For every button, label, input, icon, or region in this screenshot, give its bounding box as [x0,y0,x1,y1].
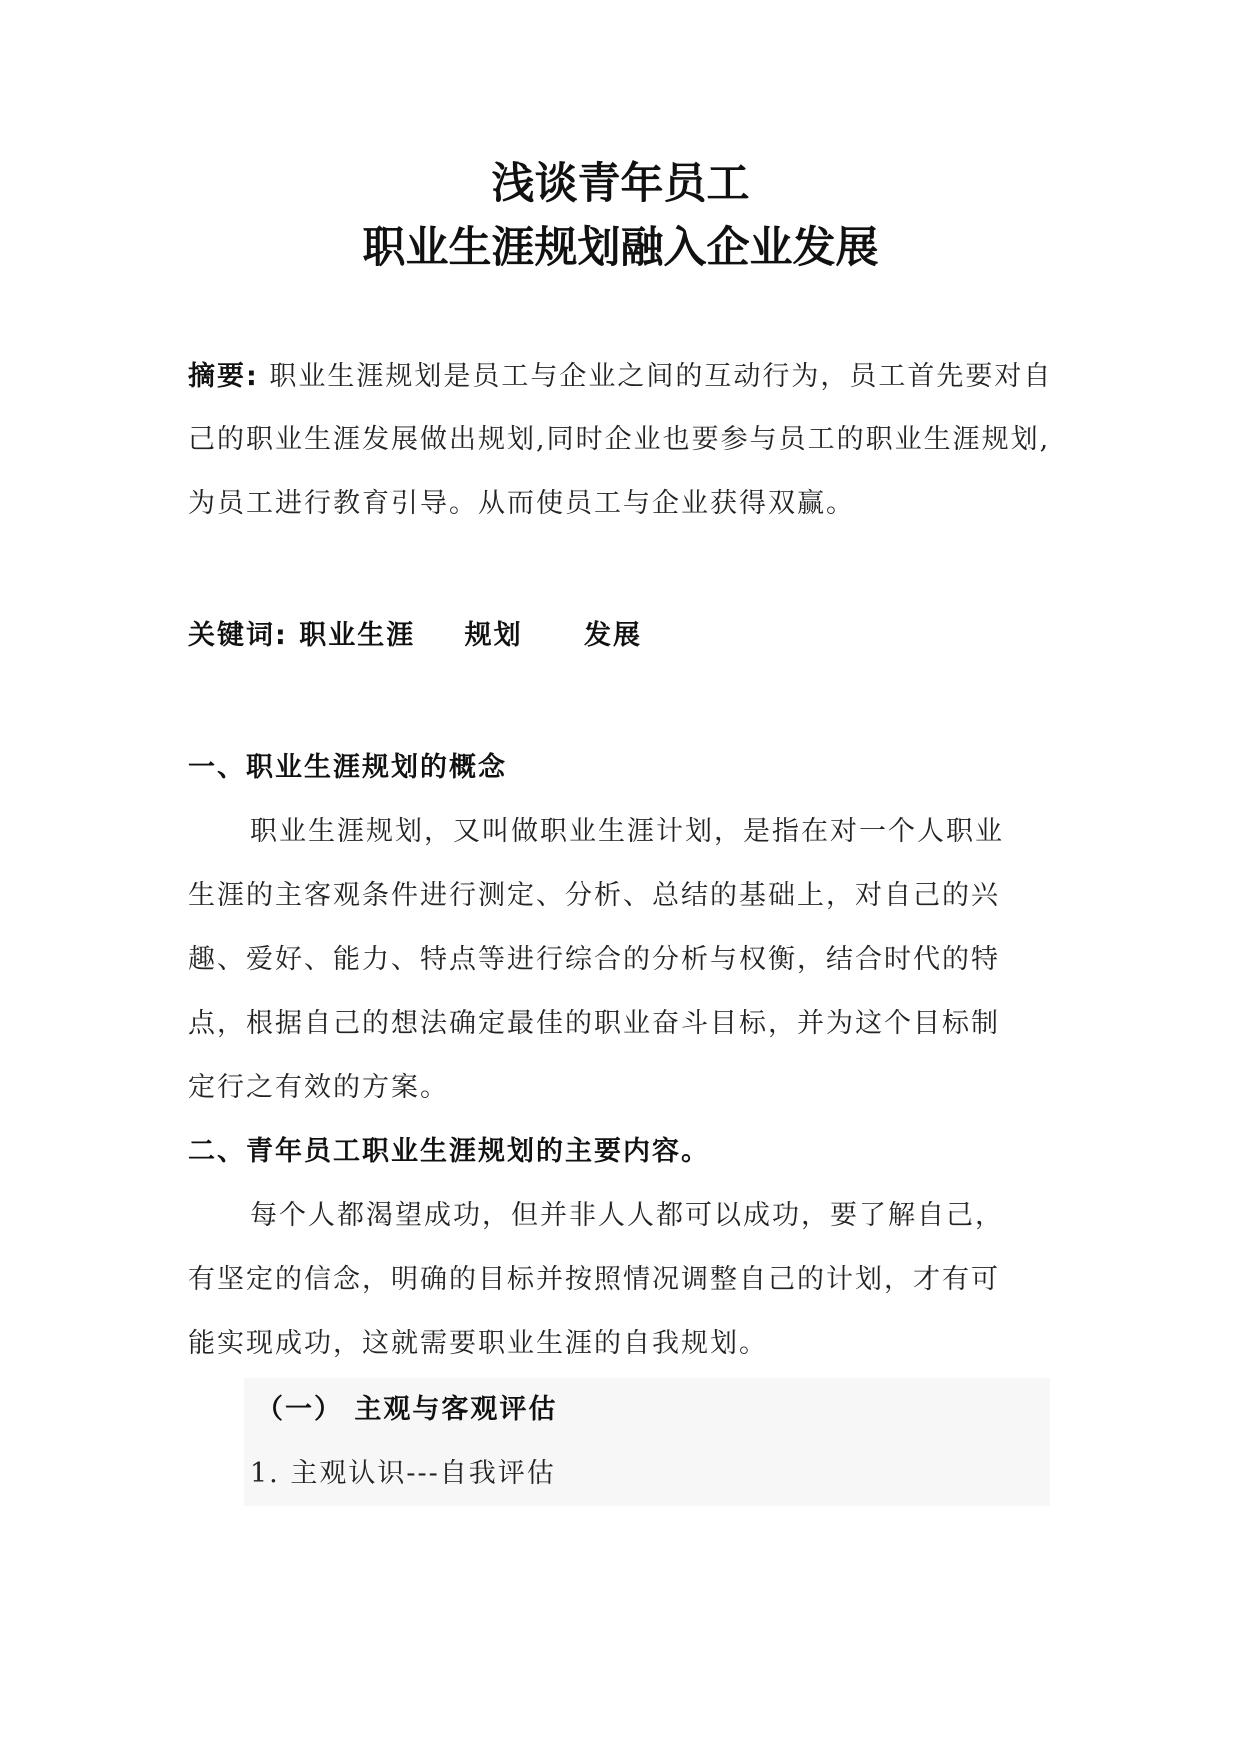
section1-line-2: 生涯的主客观条件进行测定、分析、总结的基础上，对自己的兴 [188,880,1000,911]
section1-line-4: 点，根据自己的想法确定最佳的职业奋斗目标，并为这个目标制 [188,1008,1000,1039]
keyword-3: 发展 [584,620,643,651]
abstract-line-3: 为员工进行教育引导。从而使员工与企业获得双赢。 [188,488,855,519]
title-line-2: 职业生涯规划融入企业发展 [362,223,879,273]
section1-heading: 一、职业生涯规划的概念 [188,752,507,783]
keyword-1: 职业生涯 [299,620,416,651]
title-line-1: 浅谈青年员工 [491,159,750,209]
section1-line-3: 趣、爱好、能力、特点等进行综合的分析与权衡，结合时代的特 [188,944,1000,975]
section1-line-1: 职业生涯规划，又叫做职业生涯计划，是指在对一个人职业 [250,816,1004,847]
section2-heading: 二、青年员工职业生涯规划的主要内容。 [188,1136,710,1167]
keywords-label: 关键词: [188,620,288,651]
subsection-item-1: 1. 主观认识---自我评估 [250,1458,556,1489]
keywords-line [188,616,642,656]
section1-line-5: 定行之有效的方案。 [188,1072,449,1103]
section2-line-1: 每个人都渴望成功，但并非人人都可以成功，要了解自己， [250,1200,1004,1231]
keyword-2: 规划 [464,620,523,651]
section2-line-3: 能实现成功，这就需要职业生涯的自我规划。 [188,1328,768,1359]
abstract-text-1: 职业生涯规划是员工与企业之间的互动行为，员工首先要对自 [269,361,1053,392]
abstract-line-2: 己的职业生涯发展做出规划,同时企业也要参与员工的职业生涯规划, [188,424,1051,455]
subsection-heading: （一） 主观与客观评估 [256,1394,558,1425]
abstract-label: 摘要: [188,361,259,392]
abstract-line-1 [188,357,1052,397]
section2-line-2: 有坚定的信念，明确的目标并按照情况调整自己的计划，才有可 [188,1264,1000,1295]
